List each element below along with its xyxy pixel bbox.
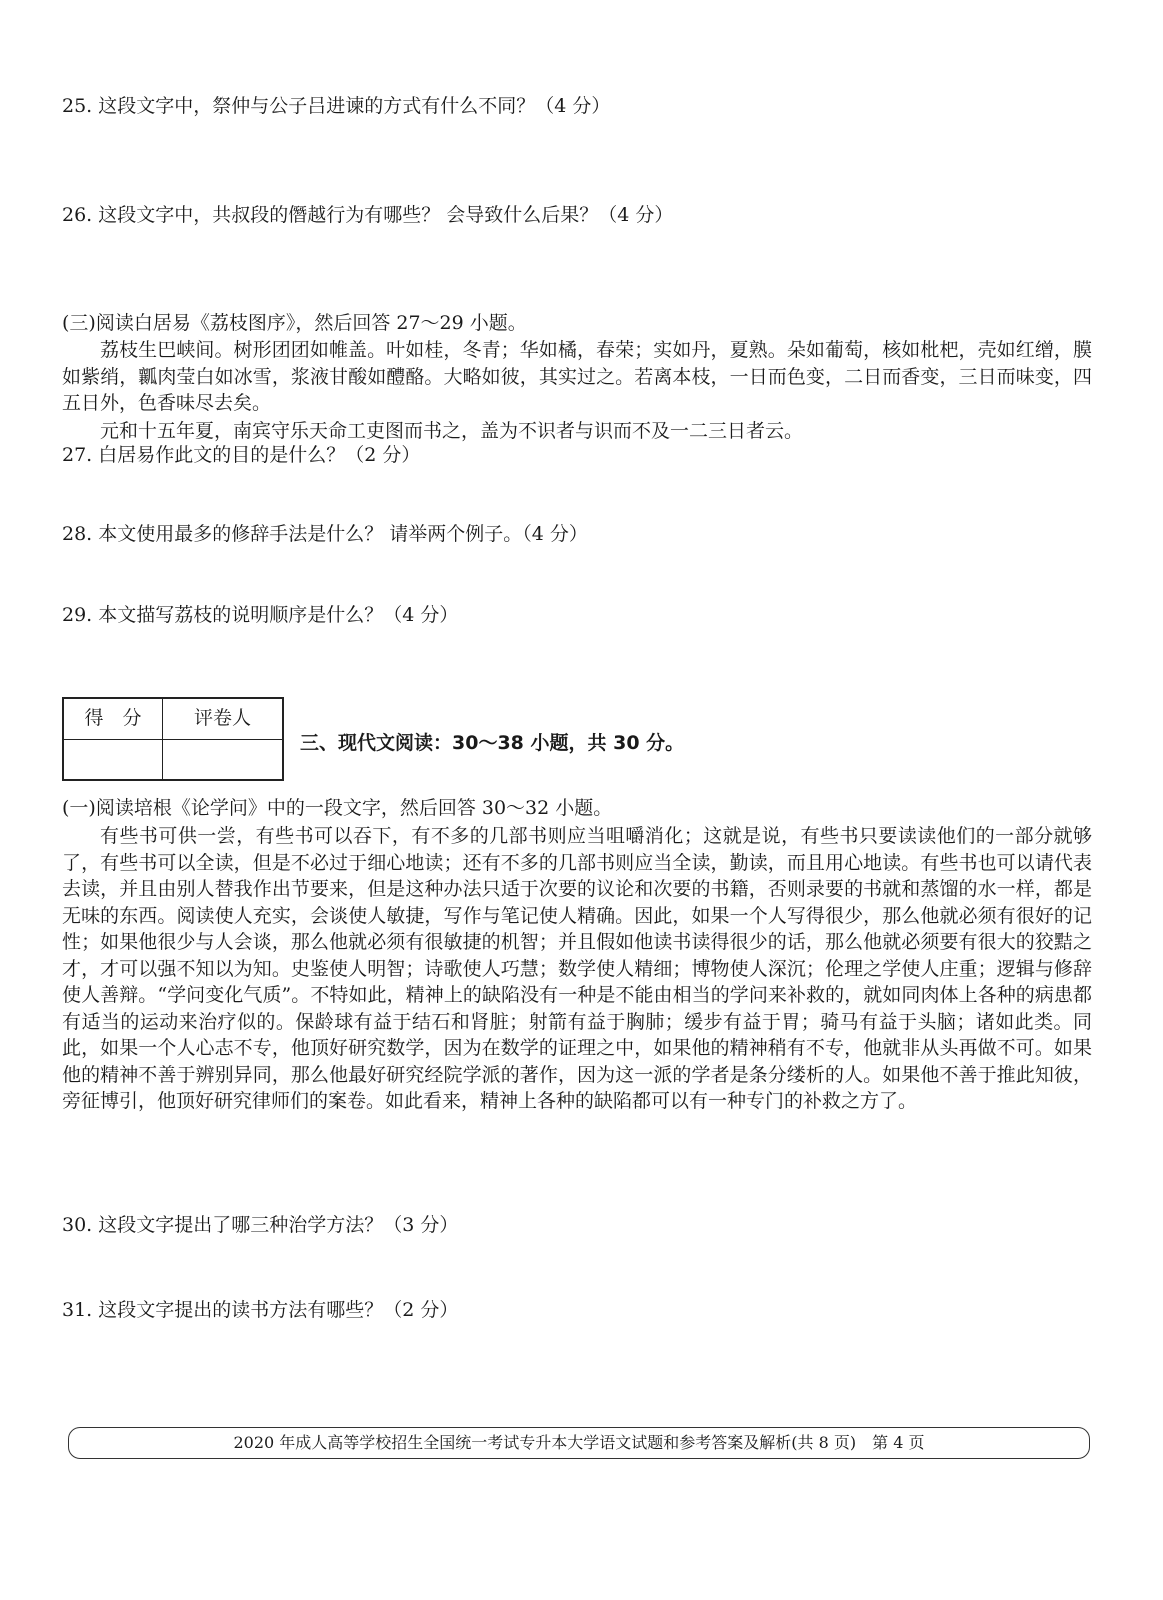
- part-3-heading: 三、现代文阅读：30～38 小题，共 30 分。: [300, 732, 685, 754]
- lychee-paragraph-1: 荔枝生巴峡间。树形团团如帷盖。叶如桂，冬青；华如橘，春荣；实如丹，夏熟。朵如葡萄，核如枇杷，壳如红缯，膜如紫绡，瓤肉莹白如冰雪，浆液甘酸如醴酪。大略如彼，其实过之。若离本枝，一日而色变，二日而香变，三日而味变，四五日外，色香味尽去矣。: [62, 339, 1092, 414]
- grader-label: 评卷人: [193, 707, 251, 729]
- question-28: 28. 本文使用最多的修辞手法是什么？ 请举两个例子。（4 分）: [62, 523, 588, 545]
- score-table: [62, 697, 284, 781]
- question-29: 29. 本文描写荔枝的说明顺序是什么？（4 分）: [62, 604, 459, 626]
- bacon-paragraph: 有些书可供一尝，有些书可以吞下，有不多的几部书则应当咀嚼消化；这就是说，有些书只要读读他们的一部分就够了，有些书可以全读，但是不必过于细心地读；还有不多的几部书则应当全读，勤读，而且用心地读。有些书也可以请代表去读，并且由别人替我作出节要来，但是这种办法只适于次要的议论和次要的书籍，否则录要的书就和蒸馏的水一样，都是无味的东西。阅读使人充实，会谈使人敏捷，写作与笔记使人精确。因此，如果一个人写得很少，那么他就必须有很好的记性；如果他很少与人会谈，那么他就必须有很敏捷的机智；并且假如他读书读得很少的话，那么他就必须要有很大的狡黠之才，才可以强不知以为知。史鉴使人明智；诗歌使人巧慧；数学使人精细；博物使人深沉；伦理之学使人庄重；逻辑与修辞使人善辩。“学问变化气质”。不特如此，精神上的缺陷没有一种是不能由相当的学问来补救的，就如同肉体上各种的病患都有适当的运动来治疗似的。保龄球有益于结石和肾脏；射箭有益于胸肺；缓步有益于胃；骑马有益于头脑；诸如此类。同此，如果一个人心志不专，他顶好研究数学，因为在数学的证理之中，如果他的精神稍有不专，他就非从头再做不可。如果他的精神不善于辨别异同，那么他最好研究经院学派的著作，因为这一派的学者是条分缕析的人。如果他不善于推此知彼，旁征博引，他顶好研究律师们的案卷。如此看来，精神上各种的缺陷都可以有一种专门的补救之方了。: [62, 825, 1092, 1112]
- table-divider-horizontal: [64, 739, 282, 740]
- score-label: 得 分: [84, 707, 142, 729]
- question-25: 25. 这段文字中，祭仲与公子吕进谏的方式有什么不同？（4 分）: [62, 95, 611, 117]
- question-31: 31. 这段文字提出的读书方法有哪些？（2 分）: [62, 1299, 459, 1321]
- question-30: 30. 这段文字提出了哪三种治学方法？（3 分）: [62, 1214, 459, 1236]
- section-intro-bacon: (一)阅读培根《论学问》中的一段文字，然后回答 30～32 小题。: [62, 797, 613, 819]
- page-footer: 2020 年成人高等学校招生全国统一考试专升本大学语文试题和参考答案及解析(共 8 页) 第 4 页: [68, 1427, 1090, 1459]
- question-26: 26. 这段文字中，共叔段的僭越行为有哪些？ 会导致什么后果？（4 分）: [62, 204, 674, 226]
- lychee-paragraph-2: 元和十五年夏，南宾守乐天命工吏图而书之，盖为不识者与识而不及一二三日者云。: [100, 420, 804, 442]
- question-27: 27. 白居易作此文的目的是什么？（2 分）: [62, 444, 421, 466]
- section-intro-lychee: (三)阅读白居易《荔枝图序》，然后回答 27～29 小题。: [62, 312, 527, 334]
